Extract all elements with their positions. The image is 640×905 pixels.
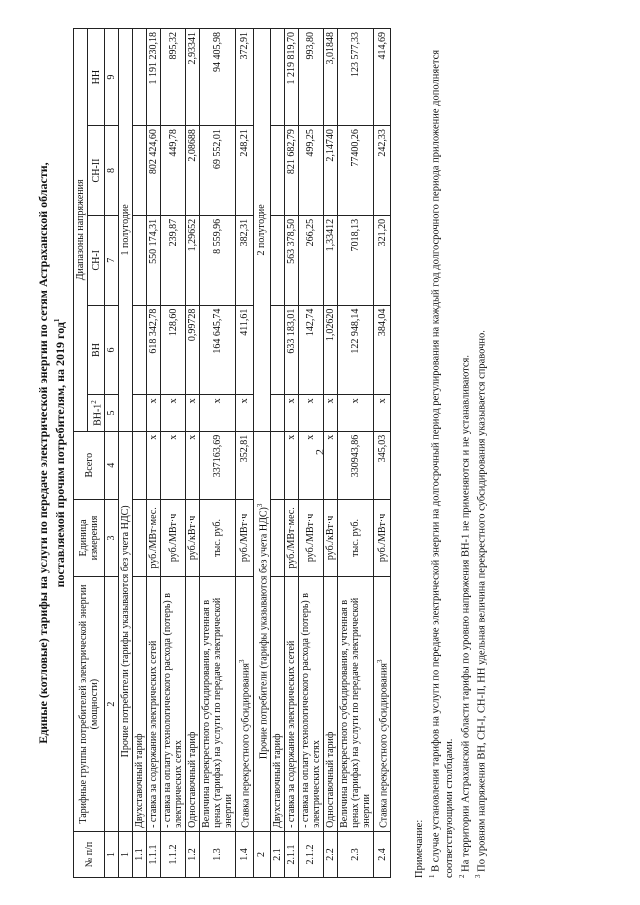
table-row — [298, 28, 323, 877]
row-sn1: 1,33412 — [323, 215, 337, 305]
col-number: 7 — [105, 215, 119, 305]
row-unit: руб./МВт·ч — [236, 499, 253, 577]
row-vn: 384,04 — [373, 305, 390, 395]
section-label-footnote: 3 — [255, 503, 264, 507]
row-number: 1.2 — [186, 831, 200, 877]
title-line-2-wrap — [50, 28, 67, 878]
row-vn: 633 183,01 — [284, 305, 298, 395]
col-number: 2 — [105, 576, 119, 831]
row-number: 1.3 — [200, 831, 236, 877]
row-sn2: 69 552,01 — [200, 125, 236, 215]
row-total: 352,81 — [236, 431, 253, 499]
section-half-year: 2 полугодие — [253, 28, 270, 431]
section-number: 1 — [119, 831, 133, 877]
row-unit: руб./МВт·ч — [298, 499, 323, 577]
row-name-text: Ставка перекрестного субсидирования — [378, 662, 390, 828]
row-vn1: x — [337, 394, 373, 430]
row-number: 2.1.2 — [298, 831, 323, 877]
row-name-text: Двухставочный тариф — [134, 733, 146, 828]
notes-heading: Примечание: — [414, 819, 426, 878]
row-nn: 372,91 — [236, 28, 253, 125]
row-total: x — [323, 431, 337, 499]
col-number: 9 — [105, 28, 119, 125]
row-sn2: 449,78 — [161, 125, 186, 215]
header-vn1-label: ВН-1 — [92, 403, 104, 426]
row-sn1 — [133, 215, 147, 305]
row-vn: 128,60 — [161, 305, 186, 395]
row-vn — [133, 305, 147, 395]
row-name-text: - ставка за содержание электрических сетей — [148, 640, 160, 828]
note-item — [456, 28, 473, 878]
row-name — [147, 576, 161, 831]
row-name — [373, 576, 390, 831]
row-unit — [270, 499, 284, 577]
row-name — [270, 576, 284, 831]
row-sn1 — [270, 215, 284, 305]
page-number: 2 — [312, 449, 327, 455]
row-vn: 1,02620 — [323, 305, 337, 395]
row-sn2 — [270, 125, 284, 215]
row-name-text: Ставка перекрестного субсидирования — [240, 662, 252, 828]
document-page — [36, 28, 616, 878]
col-number: 4 — [105, 431, 119, 499]
table-row — [373, 28, 390, 877]
section-header-row — [253, 28, 270, 877]
row-unit: тыс. руб. — [200, 499, 236, 577]
row-name — [186, 576, 200, 831]
row-nn: 94 405,98 — [200, 28, 236, 125]
row-vn1: x — [323, 394, 337, 430]
row-vn: 122 948,14 — [337, 305, 373, 395]
col-number: 1 — [105, 831, 119, 877]
header-total: Всего — [74, 431, 105, 499]
table-row — [186, 28, 200, 877]
row-unit: руб./кВт·ч — [323, 499, 337, 577]
table-row — [133, 28, 147, 877]
row-number: 2.4 — [373, 831, 390, 877]
row-sn2: 2,08688 — [186, 125, 200, 215]
note-footnote-mark: 2 — [457, 874, 466, 878]
row-vn1: x — [147, 394, 161, 430]
row-name-text: - ставка на оплату технологического расхода (потерь) в электрических сетях — [162, 592, 185, 828]
row-number: 2.2 — [323, 831, 337, 877]
row-sn1: 7018,13 — [337, 215, 373, 305]
table-row — [270, 28, 284, 877]
section-label-text: Прочие потребители (тарифы указываются без учета НДС) — [257, 506, 269, 759]
row-sn2: 242,33 — [373, 125, 390, 215]
row-number: 2.3 — [337, 831, 373, 877]
row-sn1: 239,87 — [161, 215, 186, 305]
row-sn2: 499,25 — [298, 125, 323, 215]
row-unit: тыс. руб. — [337, 499, 373, 577]
row-total: x — [298, 431, 323, 499]
row-total: 345,03 — [373, 431, 390, 499]
row-total — [270, 431, 284, 499]
row-sn1: 8 559,96 — [200, 215, 236, 305]
row-vn: 0,99728 — [186, 305, 200, 395]
row-name-text: Одноставочный тариф — [324, 731, 336, 828]
table-row — [323, 28, 337, 877]
note-text: В случае установления тарифов на услуги по передаче электрической энергии на долгосрочный период регулирования на каждый год долгосрочного периода приложение дополняется соответствующими столбцами. — [430, 49, 455, 878]
row-vn: 411,61 — [236, 305, 253, 395]
row-name-text: Двухставочный тариф — [271, 733, 283, 828]
row-total: x — [186, 431, 200, 499]
row-vn1: x — [186, 394, 200, 430]
col-number: 8 — [105, 125, 119, 215]
row-nn: 414,69 — [373, 28, 390, 125]
row-name-text: - ставка на оплату технологического расхода (потерь) в электрических сетях — [299, 592, 322, 828]
row-nn: 2,93341 — [186, 28, 200, 125]
section-number: 2 — [253, 831, 270, 877]
row-vn1: x — [284, 394, 298, 430]
row-vn1 — [133, 394, 147, 430]
row-total: x — [147, 431, 161, 499]
row-sn2: 248,21 — [236, 125, 253, 215]
row-vn: 142,74 — [298, 305, 323, 395]
row-nn — [133, 28, 147, 125]
row-number: 2.1.1 — [284, 831, 298, 877]
section-2 — [253, 28, 391, 877]
row-name — [298, 576, 323, 831]
row-number: 1.1.2 — [161, 831, 186, 877]
note-footnote-mark: 1 — [428, 874, 437, 878]
row-nn: 1 191 230,18 — [147, 28, 161, 125]
row-nn — [270, 28, 284, 125]
header-sn1: СН-I — [88, 215, 105, 305]
row-unit: руб./кВт·ч — [186, 499, 200, 577]
row-nn: 895,32 — [161, 28, 186, 125]
row-vn1 — [270, 394, 284, 430]
table-row — [147, 28, 161, 877]
row-vn1: x — [236, 394, 253, 430]
table-row — [337, 28, 373, 877]
column-number-row — [105, 28, 119, 877]
row-nn: 993,80 — [298, 28, 323, 125]
row-number: 1.1 — [133, 831, 147, 877]
row-name — [323, 576, 337, 831]
row-vn1: x — [161, 394, 186, 430]
row-name-text: Величина перекрестного субсидирования, учтенная в ценах (тарифах) на услуги по передаче электрической энергии — [338, 597, 372, 828]
section-1 — [119, 28, 253, 877]
header-ranges: Диапазоны напряжения — [74, 28, 88, 431]
row-number: 1.4 — [236, 831, 253, 877]
row-sn2: 821 682,79 — [284, 125, 298, 215]
row-name-text: Одноставочный тариф — [187, 731, 199, 828]
row-sn1: 550 174,31 — [147, 215, 161, 305]
row-name — [337, 576, 373, 831]
header-vn1 — [88, 394, 105, 430]
table-row — [161, 28, 186, 877]
row-sn2 — [133, 125, 147, 215]
row-vn1: x — [200, 394, 236, 430]
title-line-2: поставляемой прочим потребителям, на 2019 год — [53, 321, 67, 587]
document-title — [36, 28, 67, 878]
row-unit: руб./МВт·мес. — [284, 499, 298, 577]
row-unit — [133, 499, 147, 577]
row-sn2: 802 424,60 — [147, 125, 161, 215]
header-unit: Единица измерения — [74, 499, 105, 577]
row-total — [133, 431, 147, 499]
title-line-1: Единые (котловые) тарифы на услуги по передаче электрической энергии по сетям Астраханской области, — [36, 161, 50, 744]
header-no: № п/п — [74, 831, 105, 877]
row-total: x — [161, 431, 186, 499]
header-vn1-footnote: 2 — [90, 399, 98, 404]
row-name-text: - ставка за содержание электрических сетей — [285, 640, 297, 828]
section-label: Прочие потребители (тарифы указываются без учета НДС) — [119, 431, 133, 831]
row-name — [133, 576, 147, 831]
header-sn2: СН-II — [88, 125, 105, 215]
note-item — [426, 28, 456, 878]
row-name-footnote: 3 — [238, 658, 247, 663]
title-footnote-mark: 1 — [53, 318, 61, 322]
row-sn1: 321,20 — [373, 215, 390, 305]
col-number: 5 — [105, 394, 119, 430]
row-vn1: x — [373, 394, 390, 430]
row-name — [200, 576, 236, 831]
table-row — [236, 28, 253, 877]
row-sn1: 563 378,50 — [284, 215, 298, 305]
row-name-footnote: 3 — [375, 658, 384, 663]
note-text: На территории Астраханской области тарифы по уровню напряжения ВН-1 не применяются и не устанавливаются. — [460, 354, 472, 872]
row-sn1: 266,25 — [298, 215, 323, 305]
note-footnote-mark: 3 — [474, 874, 483, 878]
header-group: Тарифные группы потребителей электрической энергии (мощности) — [74, 576, 105, 831]
row-name-text: Величина перекрестного субсидирования, учтенная в ценах (тарифах) на услуги по передаче электрической энергии — [201, 597, 235, 828]
row-nn: 3,01848 — [323, 28, 337, 125]
row-unit: руб./МВт·ч — [161, 499, 186, 577]
notes — [413, 28, 489, 878]
col-number: 3 — [105, 499, 119, 577]
row-number: 2.1 — [270, 831, 284, 877]
row-sn1: 1,29652 — [186, 215, 200, 305]
row-sn2: 77400,26 — [337, 125, 373, 215]
section-half-year: 1 полугодие — [119, 28, 133, 431]
row-sn1: 382,31 — [236, 215, 253, 305]
section-header-row — [119, 28, 133, 877]
row-sn2: 2,14740 — [323, 125, 337, 215]
row-name — [236, 576, 253, 831]
tariff-table — [73, 28, 391, 878]
note-item — [472, 28, 489, 878]
row-vn — [270, 305, 284, 395]
row-name — [284, 576, 298, 831]
row-nn: 1 219 819,70 — [284, 28, 298, 125]
note-text: По уровням напряжения ВН, СН-I, СН-II, НН удельная величина перекрестного субсидирования указывается справочно. — [476, 329, 488, 872]
row-total: 330943,86 — [337, 431, 373, 499]
row-vn1: x — [298, 394, 323, 430]
table-row — [284, 28, 298, 877]
row-nn: 123 577,33 — [337, 28, 373, 125]
row-total: 337163,69 — [200, 431, 236, 499]
row-total: x — [284, 431, 298, 499]
row-unit: руб./МВт·ч — [373, 499, 390, 577]
row-vn: 618 342,78 — [147, 305, 161, 395]
row-number: 1.1.1 — [147, 831, 161, 877]
table-row — [200, 28, 236, 877]
section-label — [253, 431, 270, 831]
row-name — [161, 576, 186, 831]
header-vn: ВН — [88, 305, 105, 395]
row-unit: руб./МВт·мес. — [147, 499, 161, 577]
row-vn: 164 645,74 — [200, 305, 236, 395]
col-number: 6 — [105, 305, 119, 395]
header-nn: НН — [88, 28, 105, 125]
